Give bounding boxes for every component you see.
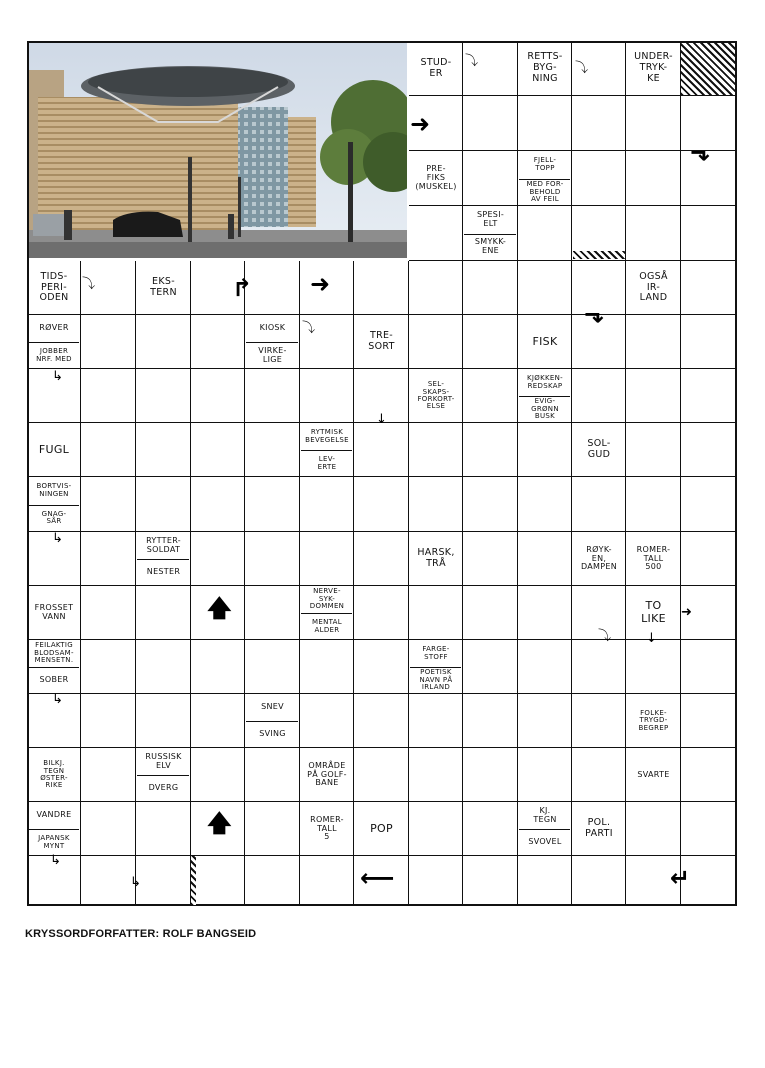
grid-cell[interactable] [626,640,681,694]
grid-cell[interactable] [463,856,518,906]
grid-cell[interactable] [354,423,409,477]
arrow-small-down: ↓ [646,631,657,646]
grid-cell[interactable] [81,423,136,477]
grid-cell[interactable] [136,477,191,532]
grid-cell[interactable] [681,206,737,261]
clue-royken: RØYK- EN, DAMPEN [580,544,618,572]
grid-cell[interactable] [136,586,191,640]
arrow-up-icon: 🡅 [207,594,232,622]
clue-rytmisk: RYTMISK BEVEGELSE [305,428,349,444]
grid-cell[interactable] [572,640,626,694]
grid-cell[interactable] [354,640,409,694]
arrow-down-right-icon: ↳ [52,531,63,546]
clue-sving: SVING [259,729,286,739]
grid-cell[interactable] [245,640,300,694]
clue-ekstern: EKS- TERN [150,276,177,298]
grid-cell[interactable] [409,206,463,261]
grid-cell[interactable] [572,151,626,206]
arrow-small-down: ⤵ [82,277,96,292]
arrow-small-down: ⤵ [575,61,589,76]
grid-cell[interactable] [136,369,191,423]
grid-cell[interactable] [626,477,681,532]
grid-cell[interactable] [300,640,354,694]
arrow-down-icon: ↓ [376,412,387,427]
grid-cell[interactable] [681,640,737,694]
arrow-turn-down-icon: ⬎ [690,138,711,166]
clue-harsk: HARSK, TRÅ [417,547,455,569]
black-square [573,251,625,259]
grid-cell[interactable] [518,423,572,477]
arrow-right-icon: ➜ [410,110,431,138]
clue-fjelltopp: FJELL- TOPP [533,156,557,172]
arrow-left-icon: ⟵ [360,864,395,892]
grid-cell[interactable] [245,261,300,315]
clue-poetisk: POETISK NAVN PÅ IRLAND [419,668,453,692]
grid-cell[interactable] [626,315,681,369]
clue-dverg: DVERG [148,783,179,793]
arrow-small-down: ⤵ [598,629,612,644]
clue-med-forbehold: MED FOR- BEHOLD AV FEIL [526,180,564,203]
clue-virkelige: VIRKE- LIGE [258,345,287,364]
grid-cell[interactable] [354,694,409,748]
grid-cell[interactable] [463,532,518,586]
grid-cell[interactable] [518,206,572,261]
grid-cell[interactable] [245,477,300,532]
grid-cell[interactable] [626,423,681,477]
grid-cell[interactable] [409,477,463,532]
grid-cell[interactable] [518,586,572,640]
grid-cell[interactable] [572,369,626,423]
grid-cell[interactable] [81,694,136,748]
grid-cell[interactable] [191,423,245,477]
grid-cell[interactable] [681,315,737,369]
grid-cell[interactable] [626,96,681,151]
grid-cell[interactable] [463,748,518,802]
author-credit: KRYSSORDFORFATTER: ROLF BANGSEID [25,928,257,940]
grid-cell[interactable] [136,423,191,477]
clue-sober: SOBER [39,675,69,685]
grid-cell[interactable] [409,748,463,802]
clue-vandre: VANDRE [36,810,72,820]
clue-eviggronn: EVIG- GRØNN BUSK [531,397,559,421]
clue-russisk-elv: RUSSISK ELV [145,751,182,770]
grid-cell[interactable] [463,802,518,856]
clue-selskapsforkortelse: SEL- SKAPS- FORKORT- ELSE [417,380,455,411]
grid-cell[interactable] [191,532,245,586]
grid-cell[interactable] [81,802,136,856]
arrow-small-down: ⤵ [302,321,316,336]
grid-cell[interactable] [572,748,626,802]
grid-cell[interactable] [463,96,518,151]
clue-undertrykke: UNDER- TRYK- KE [634,51,673,84]
grid-cell[interactable] [81,586,136,640]
grid-cell[interactable] [518,96,572,151]
arrow-down-right-icon: ↳ [52,369,63,384]
grid-cell[interactable] [409,586,463,640]
grid-cell[interactable] [409,856,463,906]
grid-cell[interactable] [463,640,518,694]
clue-svovel: SVOVEL [528,837,562,847]
clue-pol-parti: POL. PARTI [585,817,613,839]
crossword-photo [28,42,407,258]
clue-bilkj: BILKJ. TEGN ØSTER- RIKE [40,759,68,790]
clue-kj-tegn: KJ. TEGN [533,805,557,824]
clue-romertall500: ROMER- TALL 500 [636,544,671,572]
grid-cell[interactable] [245,748,300,802]
grid-cell[interactable] [191,477,245,532]
clue-kiosk: KIOSK [259,323,286,333]
grid-cell[interactable] [518,640,572,694]
grid-cell[interactable] [191,315,245,369]
grid-cell[interactable] [409,802,463,856]
grid-cell[interactable] [245,423,300,477]
grid-cell[interactable] [518,477,572,532]
clue-pop: POP [370,821,393,835]
grid-cell[interactable] [572,477,626,532]
grid-cell[interactable] [136,640,191,694]
grid-cell[interactable] [136,694,191,748]
clue-solgud: SOL- GUD [587,438,611,460]
black-square [681,43,735,95]
grid-cell[interactable] [681,477,737,532]
grid-cell[interactable] [354,748,409,802]
clue-ryttersoldat: RYTTER- SOLDAT [146,535,181,554]
grid-cell[interactable] [136,315,191,369]
clue-nester: NESTER [146,567,181,577]
grid-cell[interactable] [81,640,136,694]
grid-cell[interactable] [245,856,300,906]
grid-cell[interactable] [409,423,463,477]
grid-cell[interactable] [681,369,737,423]
grid-cell[interactable] [681,423,737,477]
clue-bortvisningen: BORTVIS- NINGEN [36,482,72,498]
arrow-turn-right-icon: ↱ [232,274,253,302]
grid-cell[interactable] [681,532,737,586]
grid-cell[interactable] [518,856,572,906]
grid-cell[interactable] [681,748,737,802]
clue-feilaktig: FEILAKTIG BLODSAM- MENSETN. [34,641,74,665]
grid-cell[interactable] [463,369,518,423]
grid-cell[interactable] [354,586,409,640]
clue-kjokkenredskap: KJØKKEN- REDSKAP [527,374,563,390]
arrow-down-right-icon: ↳ [50,853,61,868]
clue-fargestoff: FARGE- STOFF [422,645,450,661]
grid-cell[interactable] [626,369,681,423]
grid-cell[interactable] [409,315,463,369]
grid-cell[interactable] [681,802,737,856]
clue-frosset: FROSSET VANN [34,603,74,621]
grid-cell[interactable] [409,261,463,315]
grid-cell[interactable] [81,856,136,906]
grid-cell[interactable] [572,856,626,906]
grid-cell[interactable] [191,694,245,748]
clue-smykkene: SMYKK- ENE [474,237,507,256]
clue-japansk-mynt: JAPANSK MYNT [38,834,70,850]
grid-cell[interactable] [81,748,136,802]
grid-cell[interactable] [191,856,245,906]
black-square [191,856,196,905]
grid-cell[interactable] [354,532,409,586]
photo-illustration [28,42,407,258]
grid-cell[interactable] [518,261,572,315]
clue-spesielt: SPESI- ELT [476,209,505,228]
clue-folketrygd: FOLKE- TRYGD- BEGREP [638,708,669,732]
grid-cell[interactable] [136,856,191,906]
grid-cell[interactable] [681,261,737,315]
grid-cell[interactable] [300,369,354,423]
clue-prefiks: PRE- FIKS (MUSKEL) [415,164,457,191]
clue-tidsperioden: TIDS- PERI- ODEN [39,270,69,304]
grid-cell[interactable] [81,315,136,369]
clue-to-like: TO LIKE [641,599,666,625]
grid-cell[interactable] [81,369,136,423]
arrow-small-right: ➜ [681,605,692,620]
grid-cell[interactable] [626,151,681,206]
clue-rettsbygning: RETTS- BYG- NING [527,51,563,84]
clue-snev: SNEV [261,702,284,712]
grid-cell[interactable] [572,694,626,748]
clue-jobber-nrf: JOBBER NRF. MED [36,347,72,363]
grid-cell[interactable] [463,151,518,206]
grid-cell[interactable] [300,694,354,748]
grid-cell[interactable] [245,802,300,856]
arrow-down-right-icon: ↳ [130,875,141,890]
grid-cell[interactable] [300,477,354,532]
grid-cell[interactable] [463,423,518,477]
clue-gnagsar: GNAG- SÅR [41,509,67,526]
grid-cell[interactable] [81,477,136,532]
grid-cell[interactable] [463,586,518,640]
clue-rover: RØVER [39,323,69,333]
grid-cell[interactable] [245,369,300,423]
clue-romertall5: ROMER- TALL 5 [310,814,344,842]
clue-svarte: SVARTE [637,769,670,779]
grid-cell[interactable] [572,96,626,151]
grid-cell[interactable] [681,694,737,748]
arrow-turn-left-icon: ↵ [670,864,691,892]
grid-cell[interactable] [191,748,245,802]
grid-cell[interactable] [81,532,136,586]
grid-cell[interactable] [518,748,572,802]
grid-cell[interactable] [463,261,518,315]
grid-cell[interactable] [463,477,518,532]
arrow-up-icon: 🡅 [207,809,232,837]
clue-omrade-golf: OMRÅDE PÅ GOLF- BANE [307,760,347,788]
clue-studer: STUD- ER [420,56,452,79]
clue-tresort: TRE- SORT [368,330,395,352]
grid-cell[interactable] [518,532,572,586]
grid-cell[interactable] [626,206,681,261]
grid-cell[interactable] [191,640,245,694]
arrow-right-icon: ➜ [310,270,331,298]
grid-cell[interactable] [245,586,300,640]
grid-cell[interactable] [463,694,518,748]
clue-ogsa-irland: OGSÅ IR- LAND [639,270,668,304]
arrow-turn-down-icon: ⬎ [584,300,605,328]
grid-cell[interactable] [191,369,245,423]
grid-cell[interactable] [354,477,409,532]
arrow-down-right-icon: ↳ [52,692,63,707]
grid-cell[interactable] [626,802,681,856]
clue-mental-alder: MENTAL ALDER [312,618,342,634]
grid-cell[interactable] [300,856,354,906]
arrow-small-down: ⤵ [465,54,479,69]
grid-cell[interactable] [518,694,572,748]
clue-fugl: FUGL [38,442,70,456]
clue-nervesykdommen: NERVE- SYK- DOMMEN [309,587,345,611]
grid-cell[interactable] [463,315,518,369]
grid-cell[interactable] [300,532,354,586]
grid-cell[interactable] [409,694,463,748]
grid-cell[interactable] [245,532,300,586]
grid-cell[interactable] [354,261,409,315]
grid-cell[interactable] [136,802,191,856]
clue-fisk: FISK [532,334,558,348]
clue-leverte: LEV- ERTE [317,455,337,471]
